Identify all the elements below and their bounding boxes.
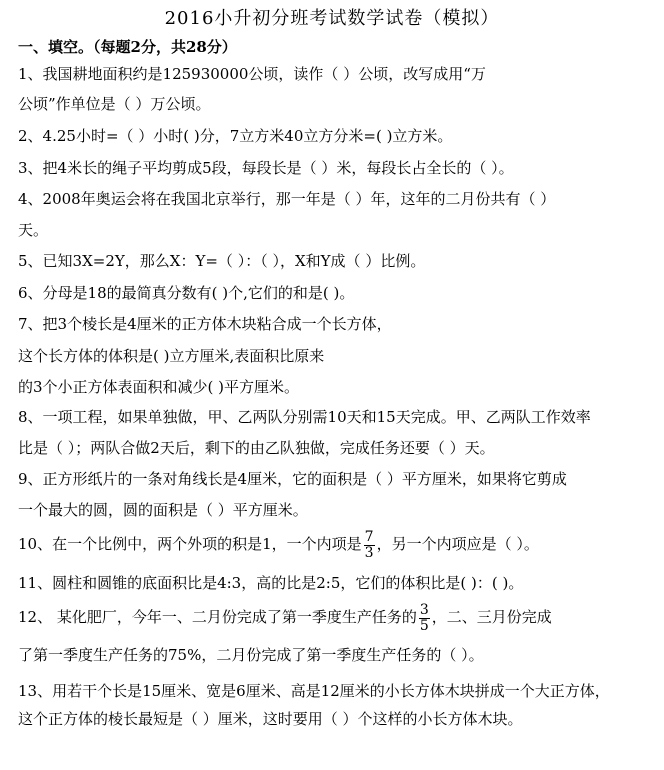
question-12-text-after: ，二、三月份完成 xyxy=(431,608,552,626)
question-7-line-2: 这个长方体的体积是( )立方厘米,表面积比原来 xyxy=(18,347,325,365)
fraction-7-over-3 xyxy=(364,530,375,561)
question-10-text-before: 10、在一个比例中，两个外项的积是1，一个内项是 xyxy=(18,535,362,553)
question-4-line-2: 天。 xyxy=(18,221,49,239)
question-3: 3、把4米长的绳子平均剪成5段，每段长是（ ）米，每段长占全长的（ ）。 xyxy=(18,159,514,177)
question-1-line-1: 1、我国耕地面积约是125930000公顷，读作（ ）公顷，改写成用“万 xyxy=(18,65,486,83)
question-6: 6、分母是18的最简真分数有( )个,它们的和是( )。 xyxy=(18,284,355,302)
question-10 xyxy=(18,527,539,561)
question-12-text-before: 12、 某化肥厂，今年一、二月份完成了第一季度生产任务的 xyxy=(18,608,417,626)
question-5: 5、已知3X=2Y，那么X：Y=（ ）：（ ），X和Y成（ ）比例。 xyxy=(18,252,426,270)
question-2: 2、4.25小时=（ ）小时( )分，7立方米40立方分米=( )立方米。 xyxy=(18,127,453,145)
fraction-denominator: 3 xyxy=(364,544,374,561)
question-9-line-2: 一个最大的圆，圆的面积是（ ）平方厘米。 xyxy=(18,501,308,519)
question-13-line-1: 13、用若干个长是15厘米、宽是6厘米、高是12厘米的小长方体木块拼成一个大正方体， xyxy=(18,682,610,700)
fraction-3-over-5 xyxy=(419,603,430,634)
question-12-line-2: 了第一季度生产任务的75%，二月份完成了第一季度生产任务的（ ）。 xyxy=(18,646,484,664)
page-title: 2016小升初分班考试数学试卷（模拟） xyxy=(164,8,500,29)
question-1-line-2: 公顷”作单位是（ ）万公顷。 xyxy=(18,95,211,113)
question-9-line-1: 9、正方形纸片的一条对角线长是4厘米，它的面积是（ ）平方厘米，如果将它剪成 xyxy=(18,470,567,488)
section-heading: 一、填空。（每题2分，共28分） xyxy=(18,38,237,56)
question-11: 11、圆柱和圆锥的底面积比是4:3，高的比是2:5，它们的体积比是( )：( )。 xyxy=(18,574,524,592)
question-8-line-1: 8、一项工程，如果单独做，甲、乙两队分别需10天和15天完成。甲、乙两队工作效率 xyxy=(18,408,591,426)
question-10-text-after: ，另一个内项应是（ ）。 xyxy=(376,535,539,553)
question-7-line-1: 7、把3个棱长是4厘米的正方体木块粘合成一个长方体， xyxy=(18,315,392,333)
question-12-line-1 xyxy=(18,599,552,635)
question-8-line-2: 比是（ ）；两队合做2天后，剩下的由乙队独做，完成任务还要（ ）天。 xyxy=(18,439,495,457)
fraction-numerator: 3 xyxy=(419,601,429,618)
question-13-line-2: 这个正方体的棱长最短是（ ）厘米，这时要用（ ）个这样的小长方体木块。 xyxy=(18,710,523,728)
question-7-line-3: 的3个小正方体表面积和减少( )平方厘米。 xyxy=(18,378,300,396)
fraction-numerator: 7 xyxy=(364,528,374,545)
question-4-line-1: 4、2008年奥运会将在我国北京举行，那一年是（ ）年，这年的二月份共有（ ） xyxy=(18,190,556,208)
fraction-denominator: 5 xyxy=(419,617,429,634)
